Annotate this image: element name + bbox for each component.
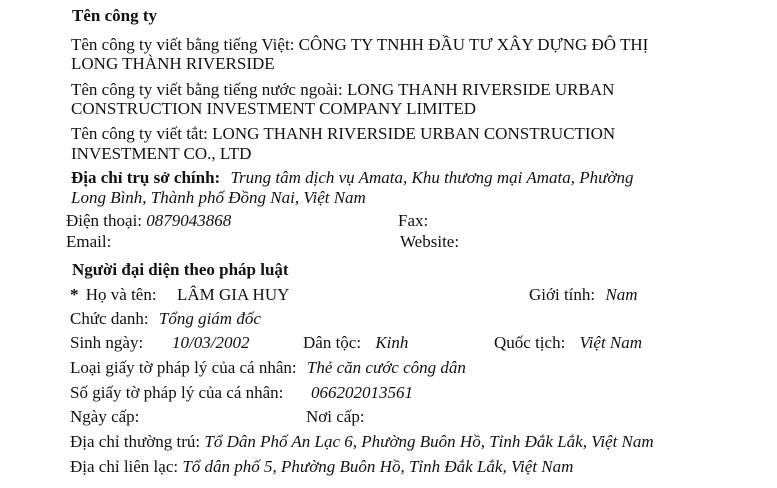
company-vn-line-1 — [71, 35, 648, 55]
perm-addr-value: Tổ Dân Phố An Lạc 6, Phường Buôn Hồ, Tỉnh Đắk Lắk, Việt Nam — [204, 432, 654, 451]
office-label: Địa chỉ trụ sở chính: — [71, 168, 221, 187]
title-value: Tổng giám đốc — [158, 309, 261, 328]
phone-row — [66, 211, 231, 231]
phone-value: 0879043868 — [146, 211, 232, 230]
company-heading: Tên công ty — [72, 6, 157, 25]
doc-no-value: 066202013561 — [311, 383, 413, 402]
name-row — [70, 285, 157, 305]
company-foreign-value: LONG THANH RIVERSIDE URBAN — [346, 80, 615, 99]
ethnic-value: Kinh — [375, 333, 409, 352]
company-vn-value: CÔNG TY TNHH ĐẦU TƯ XÂY DỰNG ĐÔ THỊ — [298, 35, 649, 54]
office-value: Trung tâm dịch vụ Amata, Khu thương mại Amata, Phường — [230, 168, 634, 187]
company-short-value: LONG THANH RIVERSIDE URBAN CONSTRUCTION — [212, 124, 616, 143]
company-foreign-label: Tên công ty viết bằng tiếng nước ngoài: — [71, 80, 343, 99]
website-label: Website: — [400, 232, 460, 251]
company-foreign-value-2: CONSTRUCTION INVESTMENT COMPANY LIMITED — [71, 99, 477, 118]
company-vn-value-2: LONG THÀNH RIVERSIDE — [71, 54, 275, 73]
name-value: LÂM GIA HUY — [177, 285, 290, 304]
nationality-label: Quốc tịch: — [494, 333, 566, 352]
nationality-value: Việt Nam — [579, 333, 643, 352]
doc-type-row — [70, 358, 466, 378]
company-short-label: Tên công ty viết tắt: — [71, 124, 208, 143]
company-vn-label: Tên công ty viết bằng tiếng Việt: — [71, 35, 295, 54]
nationality-row — [494, 333, 642, 353]
ethnic-label: Dân tộc: — [303, 333, 362, 352]
issue-date-label: Ngày cấp: — [70, 407, 140, 426]
office-line-1 — [71, 168, 633, 188]
gender-row — [529, 285, 638, 305]
ethnic-row — [303, 333, 408, 353]
perm-addr-label: Địa chỉ thường trú: — [70, 432, 201, 451]
gender-value: Nam — [605, 285, 638, 304]
company-short-value-2: INVESTMENT CO., LTD — [71, 144, 252, 163]
perm-addr-row — [70, 432, 654, 452]
office-value-2: Long Bình, Thành phố Đồng Nai, Việt Nam — [71, 188, 366, 207]
doc-type-label: Loại giấy tờ pháp lý của cá nhân: — [70, 358, 297, 377]
representative-heading: Người đại diện theo pháp luật — [72, 260, 289, 279]
title-row — [70, 309, 261, 329]
company-foreign-line-1 — [71, 80, 614, 100]
dob-value: 10/03/2002 — [172, 333, 250, 352]
email-label: Email: — [66, 232, 112, 251]
contact-addr-value: Tổ dân phố 5, Phường Buôn Hồ, Tỉnh Đắk Lắk, Việt Nam — [182, 457, 574, 476]
doc-no-label: Số giấy tờ pháp lý của cá nhân: — [70, 383, 284, 402]
contact-addr-label: Địa chỉ liên lạc: — [70, 457, 179, 476]
phone-label: Điện thoại: — [66, 211, 143, 230]
required-star: * — [70, 285, 79, 304]
doc-type-value: Thẻ căn cước công dân — [306, 358, 466, 377]
company-short-line-1 — [71, 124, 615, 144]
fax-label: Fax: — [398, 211, 429, 230]
dob-label: Sinh ngày: — [70, 333, 144, 352]
issue-place-label: Nơi cấp: — [306, 407, 365, 426]
gender-label: Giới tính: — [529, 285, 596, 304]
title-label: Chức danh: — [70, 309, 149, 328]
name-label: Họ và tên: — [85, 285, 157, 304]
contact-addr-row — [70, 457, 573, 477]
